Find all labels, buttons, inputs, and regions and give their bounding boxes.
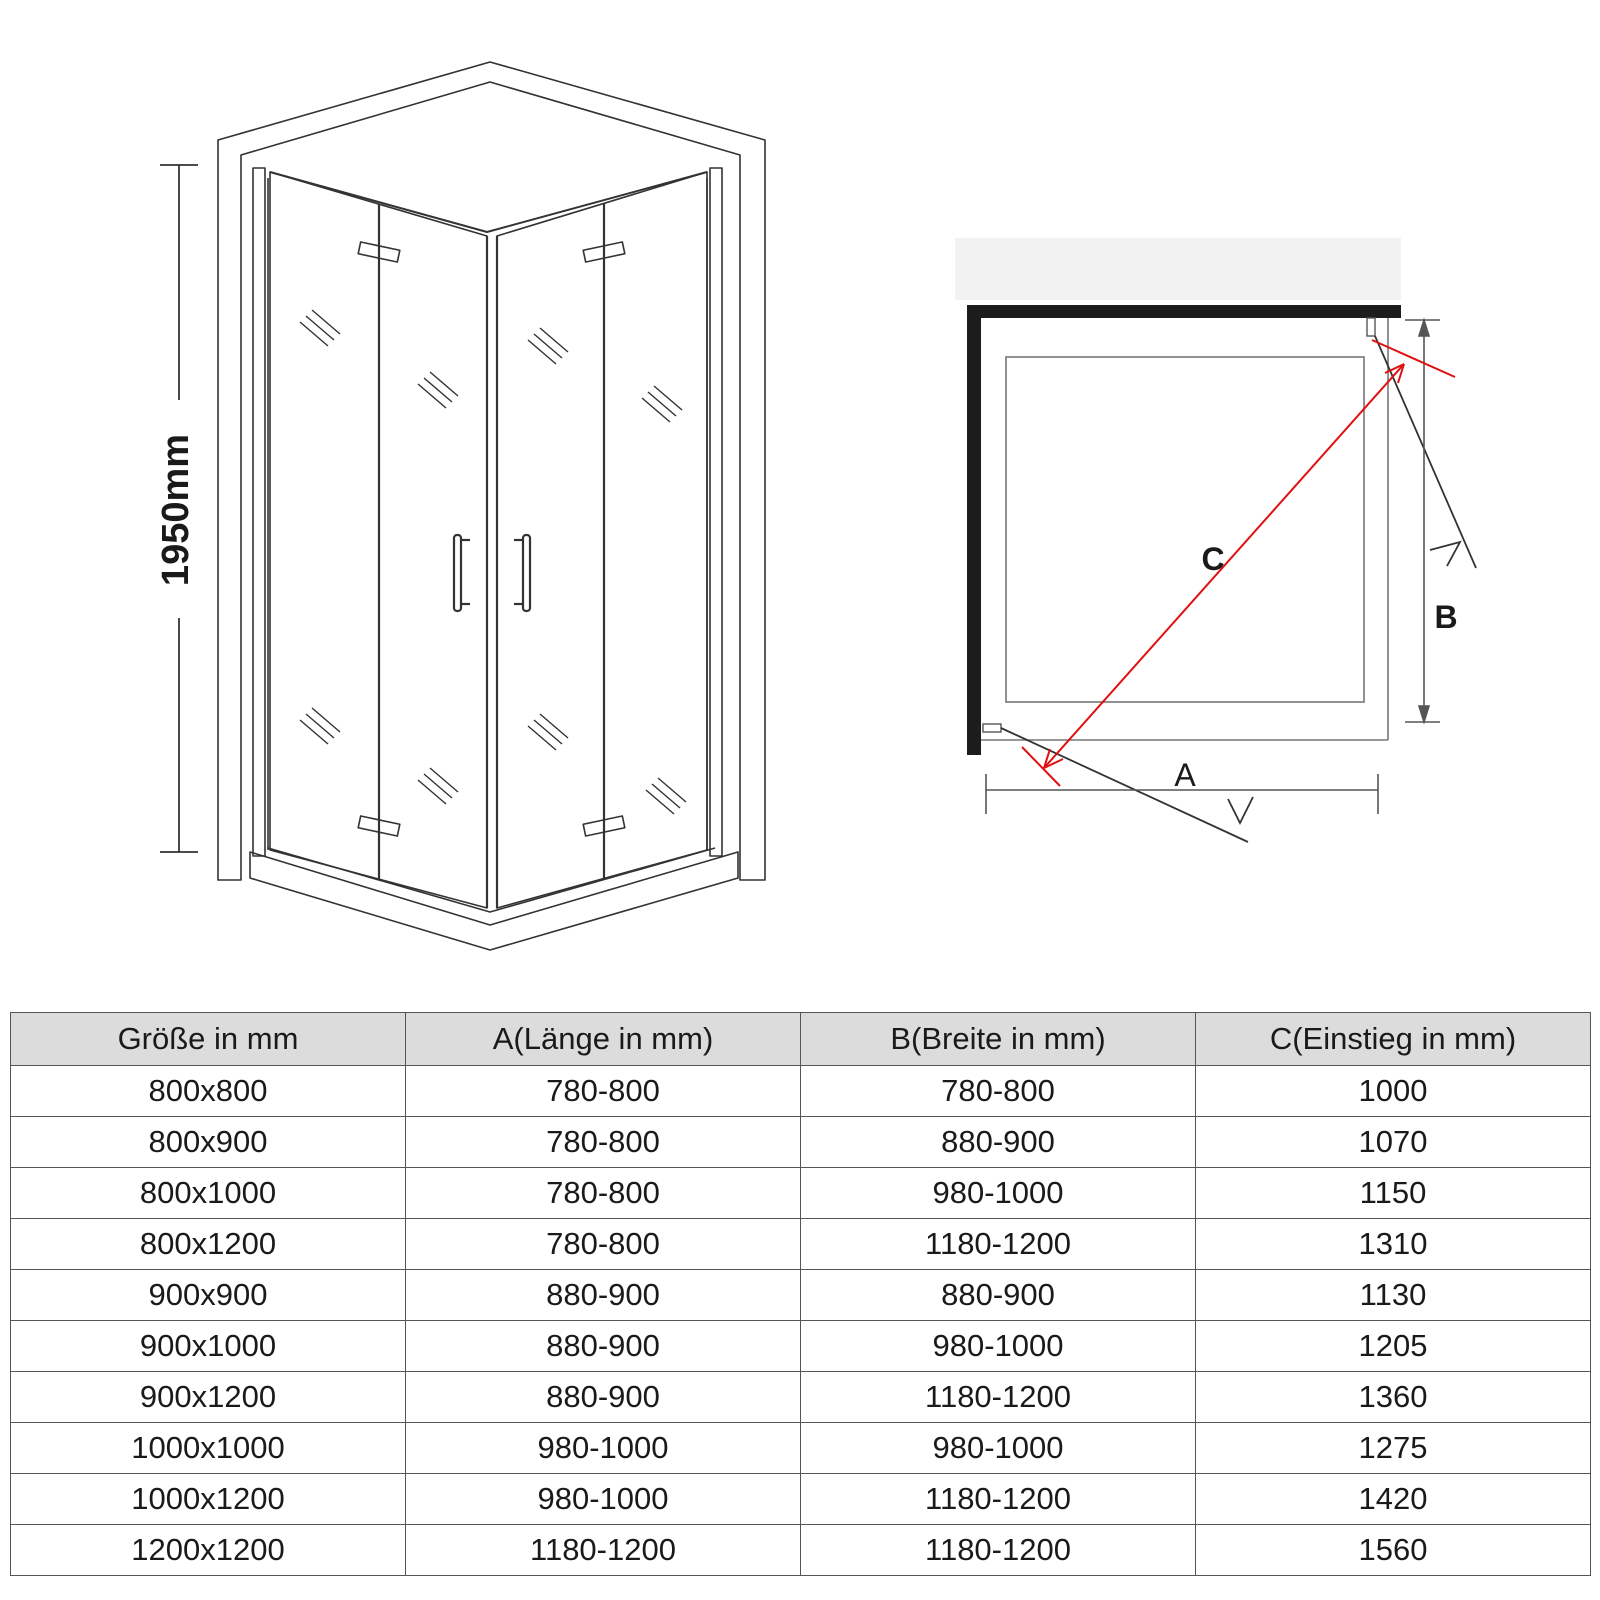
- cell-c: 1070: [1196, 1117, 1591, 1168]
- cell-b: 880-900: [801, 1117, 1196, 1168]
- back-wall: [218, 62, 765, 880]
- cell-size: 800x1200: [11, 1219, 406, 1270]
- cell-b: 880-900: [801, 1270, 1196, 1321]
- cell-size: 1000x1200: [11, 1474, 406, 1525]
- swing-arrow-icon: [1228, 797, 1253, 823]
- swing-arrow-icon: [1430, 542, 1460, 566]
- door-handle-left-icon: [454, 535, 470, 611]
- cell-a: 880-900: [406, 1321, 801, 1372]
- cell-size: 1200x1200: [11, 1525, 406, 1576]
- table-row: [11, 1372, 1591, 1423]
- cell-size: 900x900: [11, 1270, 406, 1321]
- glass-reflection-icons: [300, 310, 686, 814]
- table-row: [11, 1321, 1591, 1372]
- cell-size: 800x900: [11, 1117, 406, 1168]
- cell-a: 980-1000: [406, 1423, 801, 1474]
- cell-a: 1180-1200: [406, 1525, 801, 1576]
- plan-wall-left: [967, 305, 981, 755]
- table-row: [11, 1270, 1591, 1321]
- dimension-b: [1405, 320, 1440, 722]
- right-wall-profile: [710, 168, 722, 856]
- left-wall-profile: [253, 168, 265, 856]
- table-row: [11, 1474, 1591, 1525]
- cell-size: 800x800: [11, 1066, 406, 1117]
- plan-hinge-icon: [1367, 318, 1375, 336]
- label-b: B: [1434, 599, 1458, 635]
- cell-size: 800x1000: [11, 1168, 406, 1219]
- cell-a: 780-800: [406, 1117, 801, 1168]
- cell-c: 1310: [1196, 1219, 1591, 1270]
- cell-c: 1130: [1196, 1270, 1591, 1321]
- door-swing-bottom: [1001, 728, 1248, 842]
- dimension-c: [1022, 340, 1458, 786]
- cell-b: 780-800: [801, 1066, 1196, 1117]
- cell-a: 880-900: [406, 1270, 801, 1321]
- cell-size: 900x1200: [11, 1372, 406, 1423]
- tray-inner-edge: [268, 848, 715, 912]
- cell-c: 1275: [1196, 1423, 1591, 1474]
- cell-a: 980-1000: [406, 1474, 801, 1525]
- cell-b: 1180-1200: [801, 1219, 1196, 1270]
- table-row: [11, 1219, 1591, 1270]
- header-b: B(Breite in mm): [801, 1013, 1196, 1066]
- cell-a: 780-800: [406, 1066, 801, 1117]
- cell-size: 1000x1000: [11, 1423, 406, 1474]
- plan-view-diagram: [955, 238, 1476, 842]
- plan-wall-shadow: [955, 238, 1401, 300]
- header-a: A(Länge in mm): [406, 1013, 801, 1066]
- height-label: 1950mm: [155, 433, 197, 587]
- cell-c: 1420: [1196, 1474, 1591, 1525]
- table-row: [11, 1117, 1591, 1168]
- table-row: [11, 1066, 1591, 1117]
- cell-b: 980-1000: [801, 1168, 1196, 1219]
- plan-hinge-icon: [983, 724, 1001, 732]
- header-c: C(Einstieg in mm): [1196, 1013, 1591, 1066]
- cell-c: 1000: [1196, 1066, 1591, 1117]
- cell-c: 1205: [1196, 1321, 1591, 1372]
- door-handle-right-icon: [514, 535, 530, 611]
- cell-a: 880-900: [406, 1372, 801, 1423]
- cell-c: 1360: [1196, 1372, 1591, 1423]
- plan-tray-inner: [1006, 357, 1364, 702]
- right-door-panel: [497, 172, 707, 908]
- cell-a: 780-800: [406, 1168, 801, 1219]
- table-header-row: [11, 1013, 1591, 1066]
- label-c: C: [1201, 541, 1225, 577]
- cell-a: 780-800: [406, 1219, 801, 1270]
- table-row: [11, 1525, 1591, 1576]
- cell-size: 900x1000: [11, 1321, 406, 1372]
- cell-b: 1180-1200: [801, 1525, 1196, 1576]
- plan-wall-top: [967, 305, 1401, 318]
- table-row: [11, 1168, 1591, 1219]
- shower-tray: [250, 852, 738, 950]
- label-a: A: [1174, 757, 1196, 793]
- cell-b: 1180-1200: [801, 1372, 1196, 1423]
- cell-c: 1560: [1196, 1525, 1591, 1576]
- cell-b: 980-1000: [801, 1423, 1196, 1474]
- header-size: Größe in mm: [11, 1013, 406, 1066]
- size-table: [10, 1012, 1591, 1576]
- cell-b: 1180-1200: [801, 1474, 1196, 1525]
- cell-c: 1150: [1196, 1168, 1591, 1219]
- shower-enclosure-illustration: [218, 62, 765, 950]
- cell-b: 980-1000: [801, 1321, 1196, 1372]
- table-row: [11, 1423, 1591, 1474]
